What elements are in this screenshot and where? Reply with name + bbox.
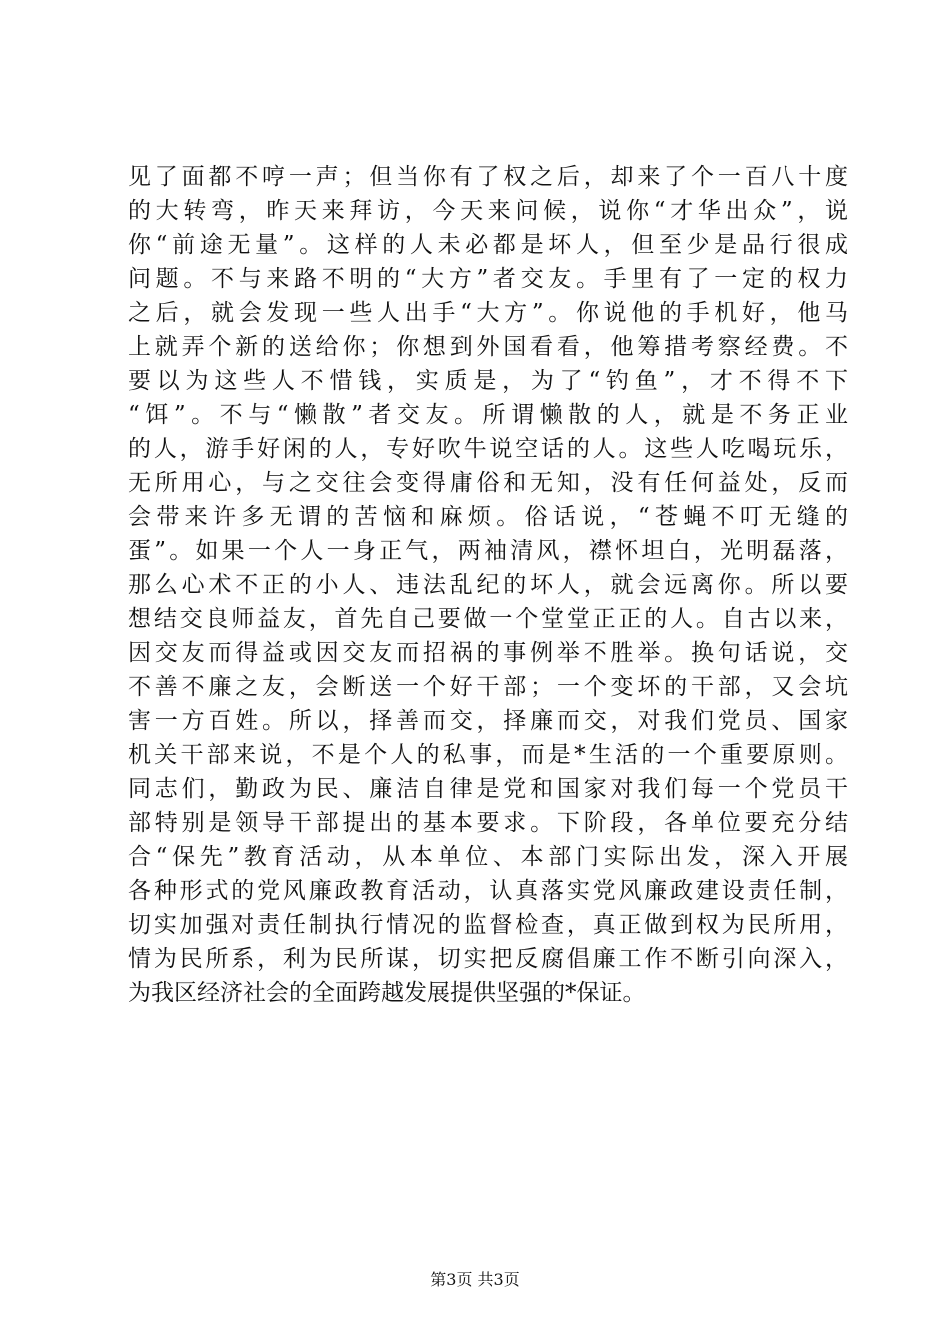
body-text <box>128 160 848 1010</box>
text-line: 那么心术不正的小人、违法乱纪的坏人，就会远离你。所以要 <box>128 572 848 598</box>
text-line: 无所用心，与之交往会变得庸俗和无知，没有任何益处，反而 <box>128 470 848 496</box>
text-line: 机关干部来说，不是个人的私事，而是*生活的一个重要原则。 <box>128 742 848 768</box>
text-line: 问题。不与来路不明的“大方”者交友。手里有了一定的权力 <box>128 266 848 292</box>
text-line: 不善不廉之友，会断送一个好干部；一个变坏的干部，又会坑 <box>128 674 848 700</box>
text-line: 因交友而得益或因交友而招祸的事例举不胜举。换句话说，交 <box>128 640 848 666</box>
text-line: 上就弄个新的送给你；你想到外国看看，他筹措考察经费。不 <box>128 334 848 360</box>
text-line: 各种形式的党风廉政教育活动，认真落实党风廉政建设责任制， <box>128 878 848 904</box>
text-line: 蛋”。如果一个人一身正气，两袖清风，襟怀坦白，光明磊落， <box>128 538 848 564</box>
text-line: 之后，就会发现一些人出手“大方”。你说他的手机好，他马 <box>128 300 848 326</box>
text-line: “饵”。不与“懒散”者交友。所谓懒散的人，就是不务正业 <box>128 402 848 428</box>
text-line: 会带来许多无谓的苦恼和麻烦。俗话说，“苍蝇不叮无缝的 <box>128 504 848 530</box>
text-line: 切实加强对责任制执行情况的监督检查，真正做到权为民所用， <box>128 912 848 938</box>
text-line: 你“前途无量”。这样的人未必都是坏人，但至少是品行很成 <box>128 232 848 258</box>
page-number-footer: 第3页 共3页 <box>430 1270 520 1289</box>
text-line: 要以为这些人不惜钱，实质是，为了“钓鱼”，才不得不下 <box>128 368 848 394</box>
text-line: 的人，游手好闲的人，专好吹牛说空话的人。这些人吃喝玩乐， <box>128 436 848 462</box>
text-line: 想结交良师益友，首先自己要做一个堂堂正正的人。自古以来， <box>128 606 848 632</box>
text-line: 情为民所系，利为民所谋，切实把反腐倡廉工作不断引向深入， <box>128 946 848 972</box>
text-line: 见了面都不哼一声；但当你有了权之后，却来了个一百八十度 <box>128 164 848 190</box>
text-line: 害一方百姓。所以，择善而交，择廉而交，对我们党员、国家 <box>128 708 848 734</box>
text-line: 合“保先”教育活动，从本单位、本部门实际出发，深入开展 <box>128 844 848 870</box>
text-line: 的大转弯，昨天来拜访，今天来问候，说你“才华出众”，说 <box>128 198 848 224</box>
text-line: 同志们，勤政为民、廉洁自律是党和国家对我们每一个党员干 <box>128 776 848 802</box>
text-line: 部特别是领导干部提出的基本要求。下阶段，各单位要充分结 <box>128 810 848 836</box>
text-line-last: 为我区经济社会的全面跨越发展提供坚强的*保证。 <box>128 980 646 1006</box>
